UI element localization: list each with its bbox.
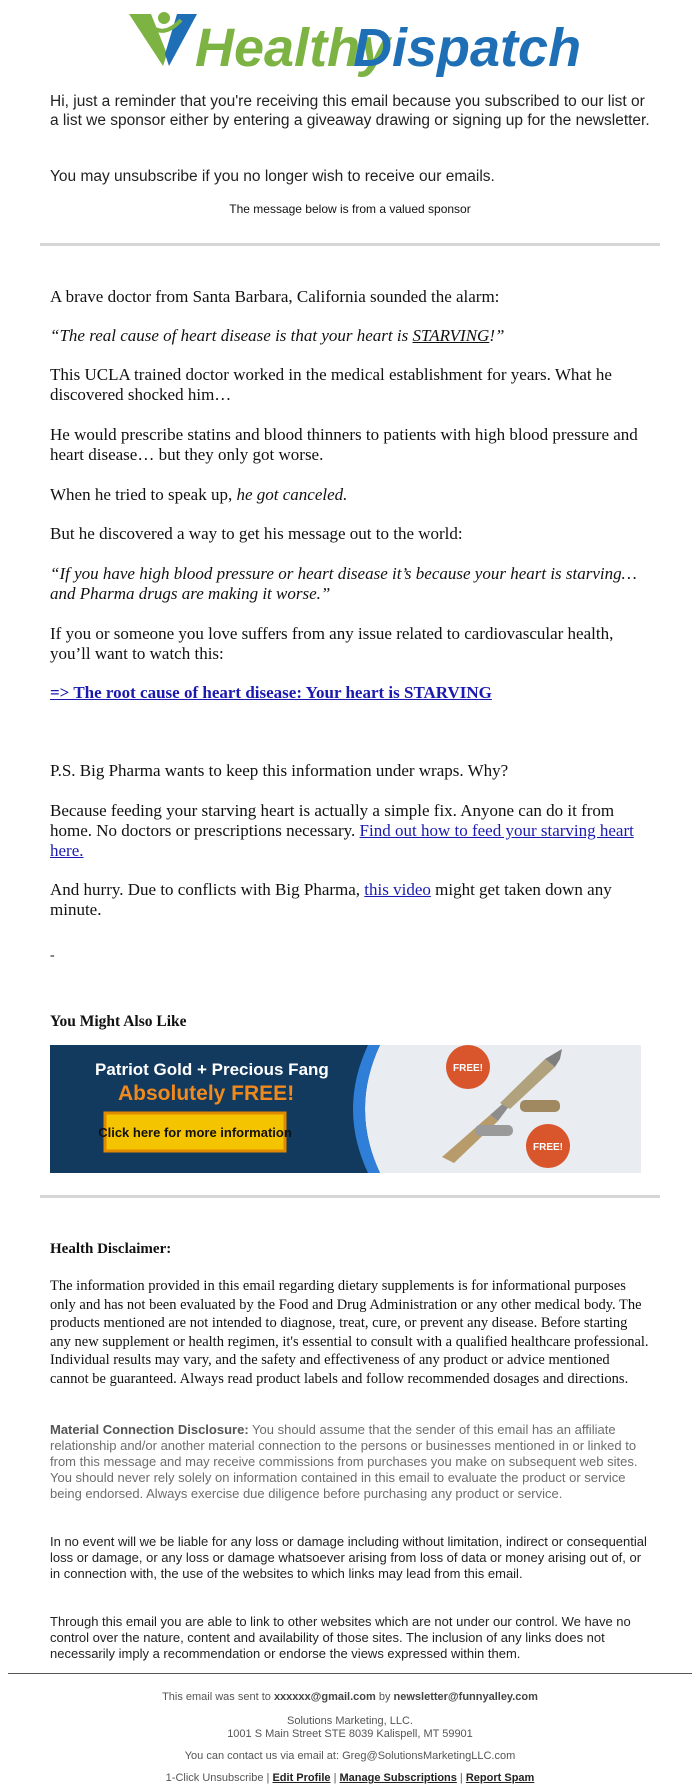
sent-pre: This email was sent to <box>162 1691 274 1703</box>
quote-1 <box>50 326 650 346</box>
logo-graphic <box>125 8 585 84</box>
liability-notice: In no event will we be liable for any loss or damage including without limitation, indirect or consequential loss or damage, or any loss or damage whatsoever arising from loss of data or money arising out of, or in connection with, the use of the websites to which links may lead from this email. <box>50 1534 647 1581</box>
feed-heart-link[interactable]: Find out how to feed your starving heart here. <box>50 821 634 860</box>
separator-dash: - <box>50 948 55 963</box>
logo-word-healthy: Healthy <box>195 18 391 78</box>
footer-sep-3: | <box>456 1772 466 1784</box>
material-disclosure <box>50 1422 650 1502</box>
article-p7 <box>50 801 650 861</box>
free-badge-2-label: FREE! <box>533 1142 563 1153</box>
quote-2 <box>50 564 650 604</box>
disclaimer-body: The information provided in this email regarding dietary supplements is for informational purposes only and has not been evaluated by the Food and Drug Administration or any other medical body. The products mentioned are not intended to diagnose, treat, cure, or prevent any disease. Before starting any new supplement or health regimen, it's essential to consult with a qualified healthcare professional. Individual results may vary, and the safety and effectiveness of any product or advice mentioned cannot be guaranteed. Always read product labels and follow recommended dosages and directions. <box>50 1278 649 1387</box>
article-p8 <box>50 880 650 920</box>
cta-link[interactable]: => The root cause of heart disease: Your heart is STARVING <box>50 683 492 702</box>
recipient-email: xxxxxx@gmail.com <box>273 1691 376 1703</box>
report-spam-link[interactable]: Report Spam <box>465 1772 535 1784</box>
sent-mid: by <box>375 1691 394 1703</box>
promo-banner[interactable] <box>50 1045 641 1173</box>
contact-line: You can contact us via email at: Greg@SolutionsMarketingLLC.com <box>184 1750 516 1762</box>
article-p8-pre: And hurry. Due to conflicts with Big Pharma, <box>50 880 365 899</box>
footer-divider <box>8 1673 692 1674</box>
article-p2: This UCLA trained doctor worked in the medical establishment for years. What he discovered shocked him… <box>50 365 612 404</box>
banner-line-2: Absolutely FREE! <box>118 1082 295 1105</box>
quote-1-post: !” <box>489 326 505 345</box>
article-p6: If you or someone you love suffers from any issue related to cardiovascular health, you’ll want to watch this: <box>50 624 614 663</box>
article-p8-post: might get taken down any minute. <box>50 880 612 919</box>
quote-2-text: “If you have high blood pressure or heart disease it’s because your heart is starving… and Pharma drugs are making it worse.” <box>50 564 637 603</box>
footer-sep-2: | <box>330 1772 340 1784</box>
footer-links <box>0 1772 700 1784</box>
third-party-notice: Through this email you are able to link to other websites which are not under our control. We have no control over the nature, content and availability of those sites. The inclusion of any links does not necessarily imply a recommendation or endorse the views expressed within them. <box>50 1614 631 1661</box>
divider <box>40 1195 660 1198</box>
promo-banner-graphic <box>50 1045 641 1173</box>
material-disclosure-label: Material Connection Disclosure: <box>50 1422 249 1437</box>
one-click-unsubscribe[interactable]: 1-Click Unsubscribe <box>165 1772 264 1784</box>
healthy-dispatch-logo <box>125 8 585 84</box>
footer-sep-1: | <box>263 1772 273 1784</box>
sent-to-line <box>0 1691 700 1703</box>
free-badge-1-label: FREE! <box>453 1063 483 1074</box>
disclaimer-title: Health Disclaimer: <box>50 1241 172 1257</box>
sender-email: newsletter@funnyalley.com <box>393 1691 538 1703</box>
this-video-link[interactable]: this video <box>364 880 431 899</box>
quote-1-pre: “The real cause of heart disease is that your heart is <box>50 326 413 345</box>
article-p7-text: Because feeding your starving heart is actually a simple fix. Anyone can do it from home. No doctors or prescriptions necessary. <box>50 801 615 840</box>
article-p4-italic: he got canceled. <box>236 485 348 504</box>
unsubscribe-notice: You may unsubscribe if you no longer wish to receive our emails. <box>50 168 495 185</box>
manage-subscriptions-link[interactable]: Manage Subscriptions <box>339 1772 457 1784</box>
edit-profile-link[interactable]: Edit Profile <box>272 1772 331 1784</box>
article-p1: A brave doctor from Santa Barbara, California sounded the alarm: <box>50 287 500 306</box>
quote-1-starving: STARVING <box>412 326 490 345</box>
article-p4 <box>50 485 650 505</box>
banner-button-label: Click here for more information <box>98 1125 292 1140</box>
company-address: 1001 S Main Street STE 8039 Kalispell, MT 59901 <box>227 1728 473 1740</box>
article-p3: He would prescribe statins and blood thinners to patients with high blood pressure and heart disease… but they only got worse. <box>50 425 638 464</box>
recommend-heading: You Might Also Like <box>50 1013 187 1030</box>
banner-line-1: Patriot Gold + Precious Fang <box>95 1060 329 1079</box>
material-disclosure-text: You should assume that the sender of this email has an affiliate relationship and/or another material connection to the persons or businesses mentioned in or linked to from this message and may receive commissions from purchases you make on subsequent web sites. You should never rely solely on information contained in this email to evaluate the product or service being endorsed. Always exercise due diligence before purchasing any product or service. <box>50 1422 638 1501</box>
article-p4-pre: When he tried to speak up, <box>50 485 237 504</box>
ps-line: P.S. Big Pharma wants to keep this information under wraps. Why? <box>50 761 509 780</box>
sponsor-note: The message below is from a valued sponsor <box>229 202 471 216</box>
article-p5: But he discovered a way to get his message out to the world: <box>50 524 463 543</box>
subscription-reminder: Hi, just a reminder that you're receiving this email because you subscribed to our list or a list we sponsor either by entering a giveaway drawing or signing up for the newsletter. <box>50 93 650 129</box>
company-name: Solutions Marketing, LLC. <box>287 1715 413 1727</box>
logo-word-dispatch: Dispatch <box>353 18 582 78</box>
divider <box>40 243 660 246</box>
cta-row <box>50 683 650 703</box>
